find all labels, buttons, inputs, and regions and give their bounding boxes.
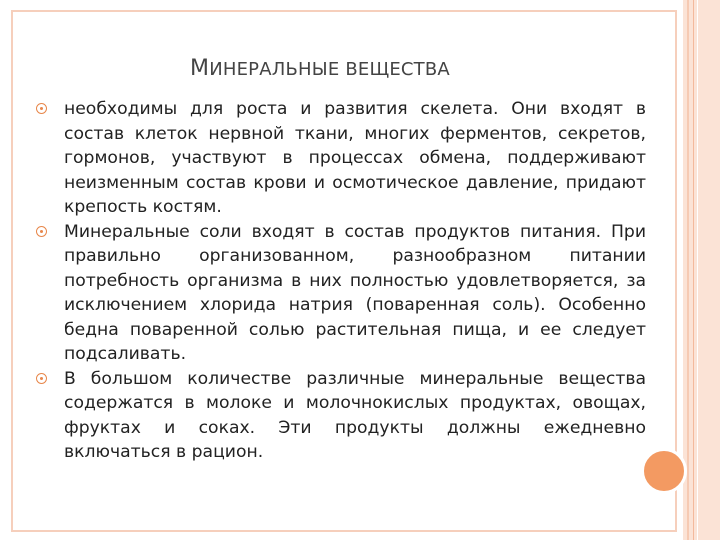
side-stripe	[687, 0, 689, 540]
circle-bullet-icon	[36, 373, 47, 384]
side-stripe	[697, 0, 698, 540]
title-rest: ИНЕРАЛЬНЫЕ ВЕЩЕСТВА	[209, 59, 450, 80]
circle-bullet-icon	[36, 103, 47, 114]
title-first-letter: М	[190, 56, 210, 81]
circle-bullet-icon	[36, 226, 47, 237]
bullet-text: Минеральные соли входят в состав продуктов питания. При правильно организованном, разнообразном питании потребность организма в них полностью удовлетворяется, за исключением хлорида натрия (поваренная соль). Особенно бедна поваренной солью растительная пища, и ее следует подсаливать.	[64, 221, 646, 364]
bullet-list	[28, 97, 646, 465]
bullet-text: В большом количестве различные минеральные вещества содержатся в молоке и молочнокислых продуктах, овощах, фруктах и соках. Эти продукты должны ежедневно включаться в рацион.	[64, 368, 646, 462]
side-stripe	[693, 0, 694, 540]
bullet-item	[28, 97, 646, 220]
bullet-item	[28, 220, 646, 367]
bullet-item	[28, 367, 646, 465]
slide-title	[190, 56, 610, 81]
side-decoration-bar	[683, 0, 720, 540]
bullet-text: необходимы для роста и развития скелета. Они входят в состав клеток нервной ткани, многих ферментов, секретов, гормонов, участвуют в процессах обмена, поддерживают неизменным состав крови и осмотическое давление, придают крепость костям.	[64, 99, 646, 217]
orange-circle-decoration	[641, 448, 687, 494]
